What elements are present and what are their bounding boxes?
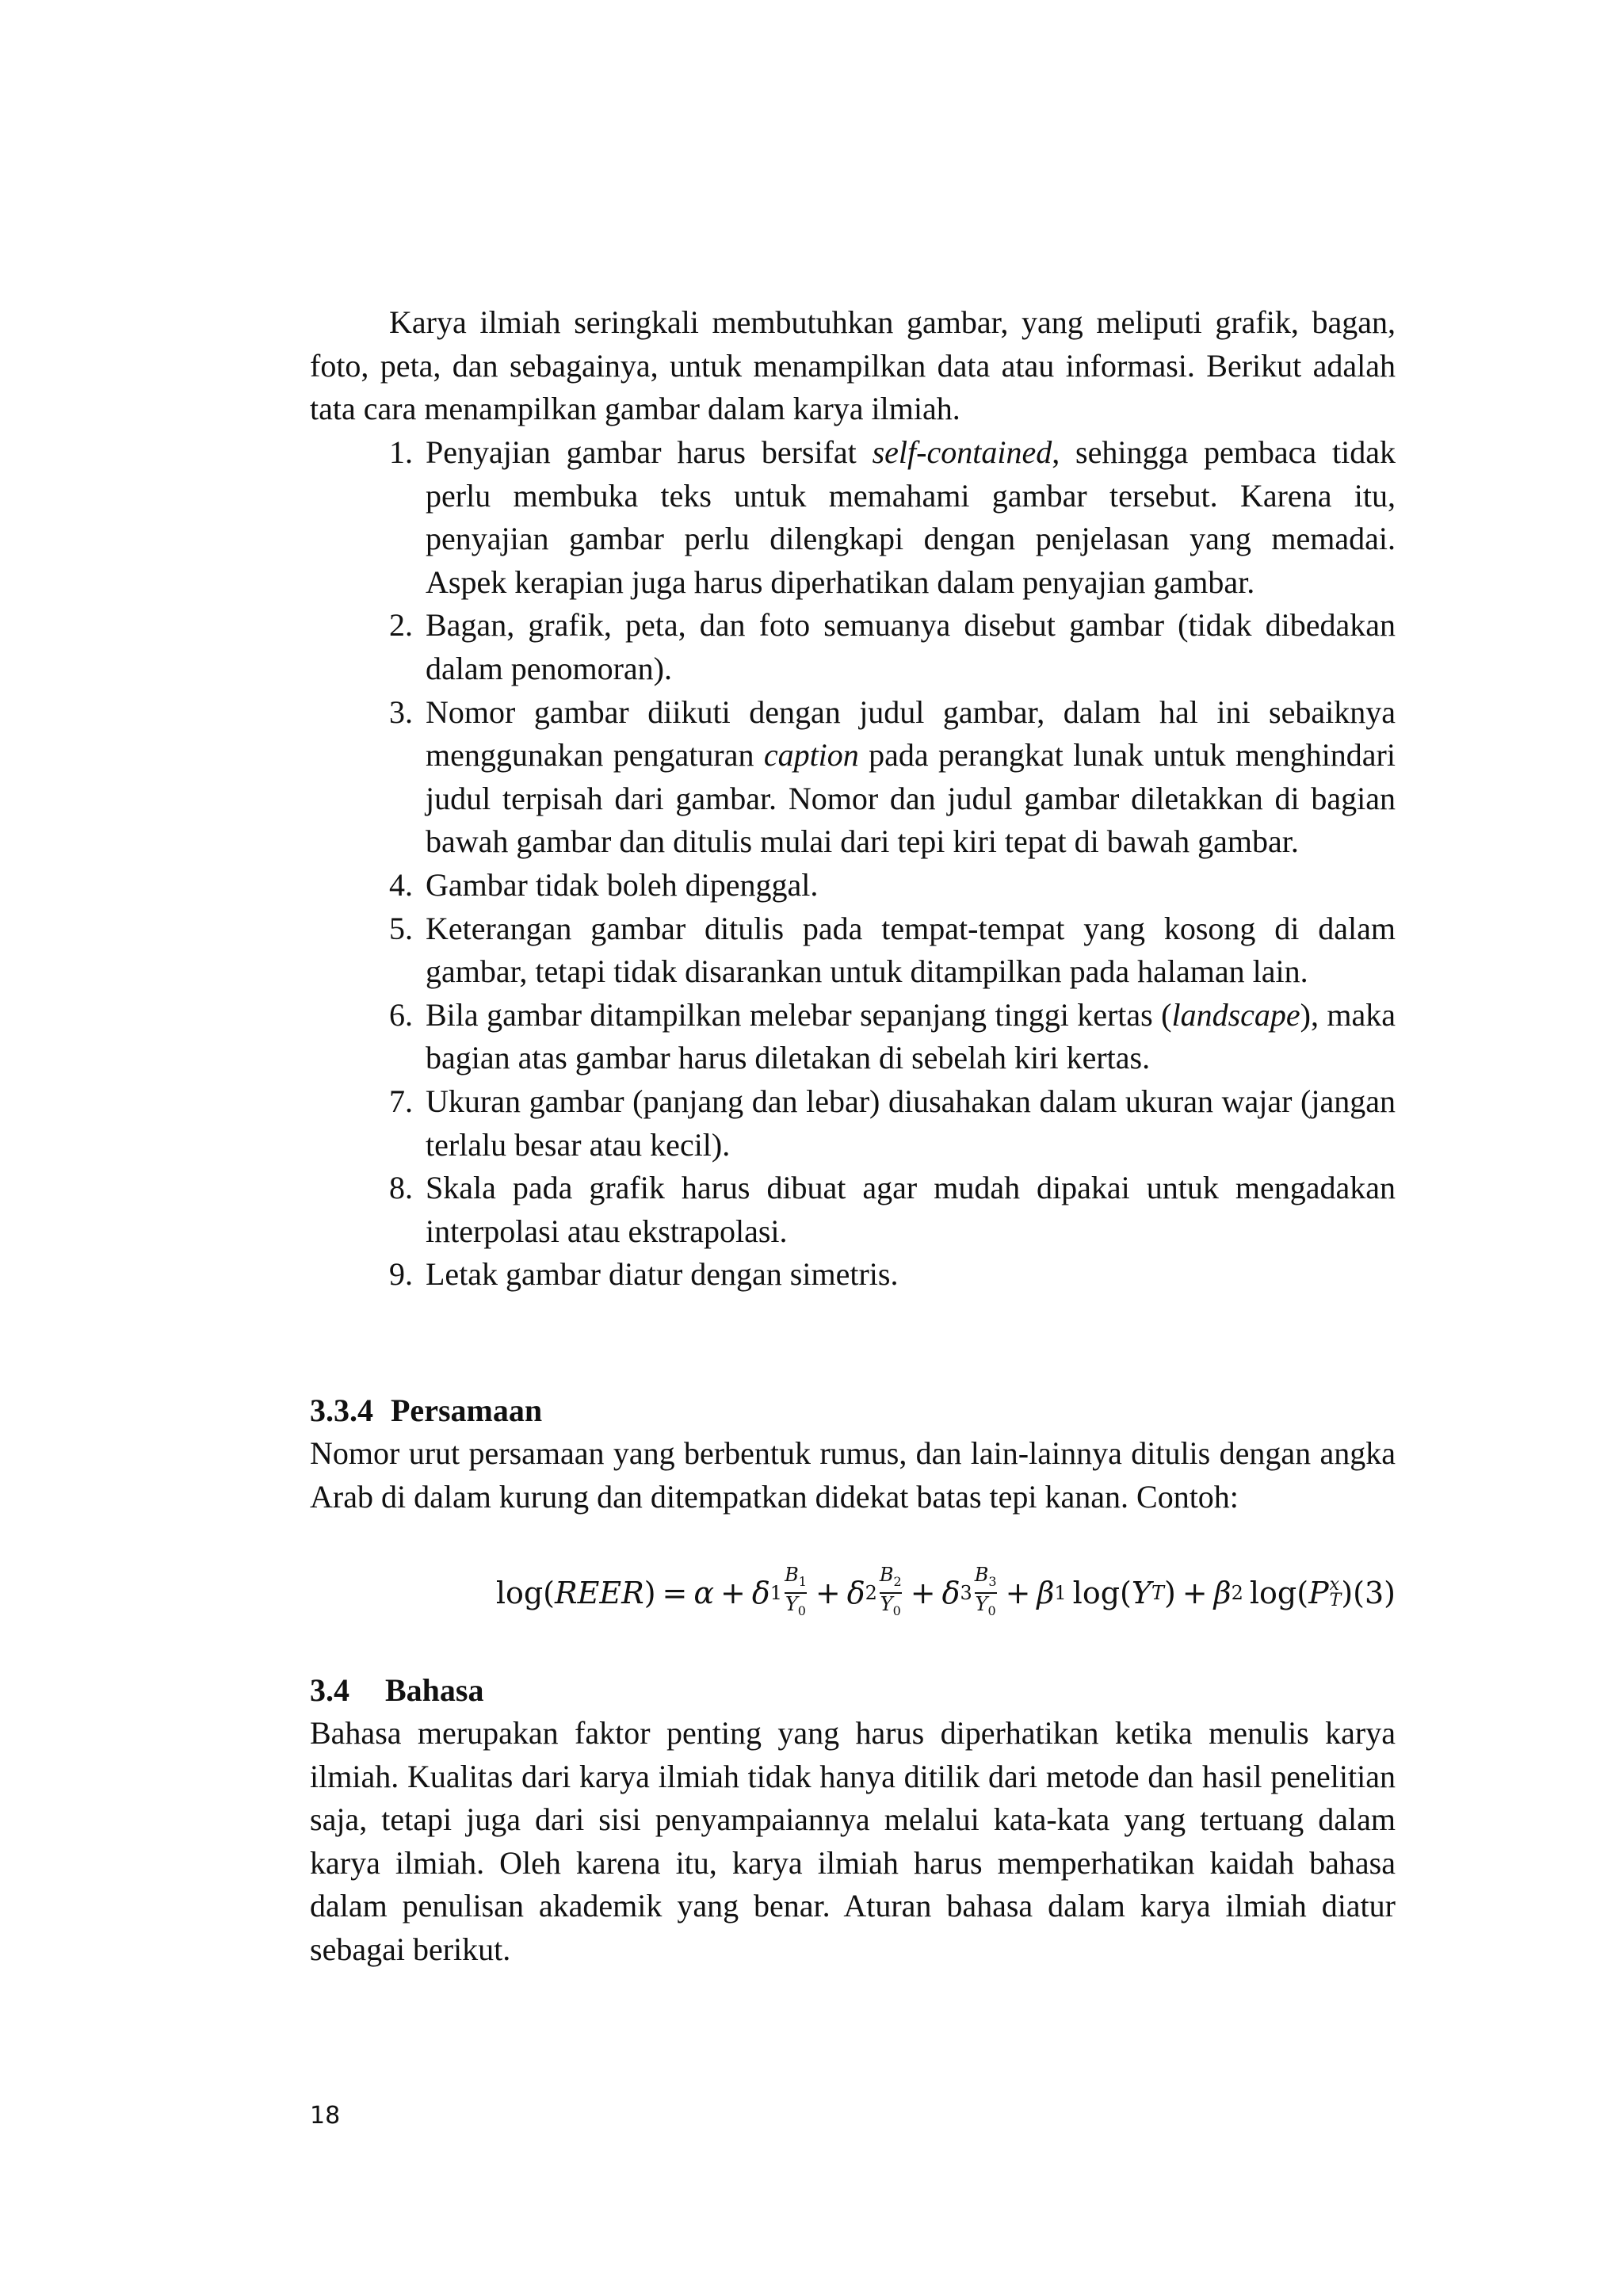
eq-sub: 2 (865, 1582, 877, 1604)
eq-log: log (1072, 1576, 1121, 1610)
list-item (310, 431, 1396, 604)
list-item-text: Penyajian gambar harus bersifat (426, 434, 873, 470)
list-item-text-cont: pada perangkat lunak untuk menghindari judul terpisah dari gambar. Nomor dan judul gambar diletakkan di bagian bawah gambar dan ditulis mulai dari tepi kiri tepat di bawah gambar. (426, 737, 1396, 860)
list-item-text-cont: ), maka bagian atas gambar harus diletakan di sebelah kiri kertas. (426, 996, 1396, 1076)
eq-sub: 1 (769, 1582, 783, 1604)
list-item (310, 1253, 1396, 1297)
persamaan-paragraph (310, 1432, 1396, 1519)
list-item-text: Skala pada grafik harus dibuat agar mudah dipakai untuk mengadakan interpolasi atau ekstrapolasi. (426, 1170, 1396, 1249)
list-item-number: 6. (389, 996, 413, 1033)
list-item-number: 4. (389, 866, 413, 903)
eq-sub: 1 (1054, 1582, 1067, 1604)
section-number: 3.3.4 (310, 1392, 373, 1428)
eq-plus: + (720, 1576, 746, 1610)
bahasa-text: Bahasa merupakan faktor penting yang harus diperhatikan ketika menulis karya ilmiah. Kualitas dari karya ilmiah tidak hanya ditilik dari metode dan hasil penelitian saja, tetapi juga dari sisi penyampaiannya melalui kata-kata yang tertuang dalam karya ilmiah. Oleh karena itu, karya ilmiah harus memperhatikan kaidah bahasa dalam penulisan akademik yang benar. Aturan bahasa dalam karya ilmiah diatur sebagai berikut. (310, 1715, 1396, 1967)
bahasa-paragraph (310, 1712, 1396, 1972)
eq-plus: + (910, 1576, 936, 1610)
list-item-number: 3. (389, 693, 413, 730)
eq-plus: + (1005, 1576, 1031, 1610)
list-item (310, 691, 1396, 864)
persamaan-text: Nomor urut persamaan yang berbentuk rumus, dan lain-lainnya ditulis dengan angka Arab di dalam kurung dan ditempatkan didekat batas tepi kanan. Contoh: (310, 1435, 1396, 1515)
list-item-number: 8. (389, 1170, 413, 1206)
list-item (310, 604, 1396, 690)
page-number: 18 (310, 2102, 341, 2130)
list-item-text: Letak gambar diatur dengan simetris. (426, 1256, 899, 1293)
list-item-text-cont: , sehingga pembaca tidak perlu membuka teks untuk memahami gambar tersebut. Karena itu, penyajian gambar perlu dilengkapi dengan penjelasan yang memadai. Aspek kerapian juga harus diperhatikan dalam penyajian gambar. (426, 434, 1396, 600)
eq-beta: β (1213, 1576, 1232, 1610)
list-item-text: Bagan, grafik, peta, dan foto semuanya disebut gambar (tidak dibedakan dalam penomoran). (426, 607, 1396, 686)
list-item-text: Ukuran gambar (panjang dan lebar) diusahakan dalam ukuran wajar (jangan terlalu besar atau kecil). (426, 1083, 1396, 1163)
eq-plus: + (1182, 1576, 1208, 1610)
eq-delta: δ (751, 1576, 770, 1610)
list-item-emphasis: caption (763, 737, 859, 774)
list-item-number: 7. (389, 1083, 413, 1119)
list-item-number: 5. (389, 910, 413, 946)
list-item (310, 994, 1396, 1080)
eq-plus: + (815, 1576, 841, 1610)
eq-fraction: $\frac{B_3}{Y_0}$ (974, 1564, 997, 1618)
list-item-text: Bila gambar ditampilkan melebar sepanjang tinggi kertas ( (426, 996, 1172, 1033)
eq-fraction: $\frac{B_2}{Y_0}$ (879, 1564, 902, 1618)
list-item-number: 2. (389, 607, 413, 644)
section-title: Persamaan (391, 1392, 543, 1428)
eq-equals: = (662, 1576, 688, 1610)
eq-p: P (1308, 1576, 1329, 1610)
list-item-text: Keterangan gambar ditulis pada tempat-tempat yang kosong di dalam gambar, tetapi tidak disarankan untuk ditampilkan pada halaman lain. (426, 910, 1396, 990)
figure-rules-list (310, 431, 1396, 1297)
section-number: 3.4 (310, 1672, 349, 1708)
equation: log ( REER ) = α + δ 1 $\frac{B_1}{Y_0}$ + δ 2 $\frac{B_2}{Y_0}$ + δ 3 $\frac{B_3}{Y_0}$ + β 1 log ( Y T ) + β 2 log ( P x T ) (3) (539, 1553, 1396, 1633)
section-heading-persamaan (310, 1389, 542, 1432)
eq-reer: REER (555, 1576, 644, 1610)
eq-sub: 3 (960, 1582, 972, 1604)
list-item-text: Gambar tidak boleh dipenggal. (426, 866, 819, 903)
list-item-emphasis: self-contained (872, 434, 1052, 470)
list-item-number: 9. (389, 1256, 413, 1293)
list-item-number: 1. (389, 434, 413, 470)
list-item (310, 864, 1396, 907)
intro-paragraph (310, 301, 1396, 431)
eq-delta: δ (846, 1576, 865, 1610)
eq-delta: δ (941, 1576, 960, 1610)
eq-y: Y (1131, 1576, 1151, 1610)
list-item (310, 907, 1396, 994)
list-item-emphasis: landscape (1171, 996, 1300, 1033)
eq-supsub: x T (1329, 1575, 1342, 1610)
list-item-text: Nomor gambar diikuti dengan judul gambar, dalam hal ini sebaiknya menggunakan pengaturan (426, 693, 1396, 774)
eq-alpha: α (693, 1576, 715, 1610)
eq-log: log (1249, 1576, 1297, 1610)
eq-sub-t: T (1151, 1582, 1164, 1604)
eq-log: log (495, 1576, 544, 1610)
equation-number: (3) (1353, 1576, 1396, 1610)
eq-beta: β (1037, 1576, 1055, 1610)
eq-fraction: $\frac{B_1}{Y_0}$ (785, 1564, 807, 1618)
eq-sub: 2 (1231, 1582, 1243, 1604)
intro-text: Karya ilmiah seringkali membutuhkan gambar, yang meliputi grafik, bagan, foto, peta, dan sebagainya, untuk menampilkan data atau informasi. Berikut adalah tata cara menampilkan gambar dalam karya ilmiah. (310, 304, 1396, 427)
section-heading-bahasa (310, 1669, 484, 1712)
list-item (310, 1080, 1396, 1167)
section-title: Bahasa (385, 1672, 484, 1708)
list-item (310, 1167, 1396, 1253)
